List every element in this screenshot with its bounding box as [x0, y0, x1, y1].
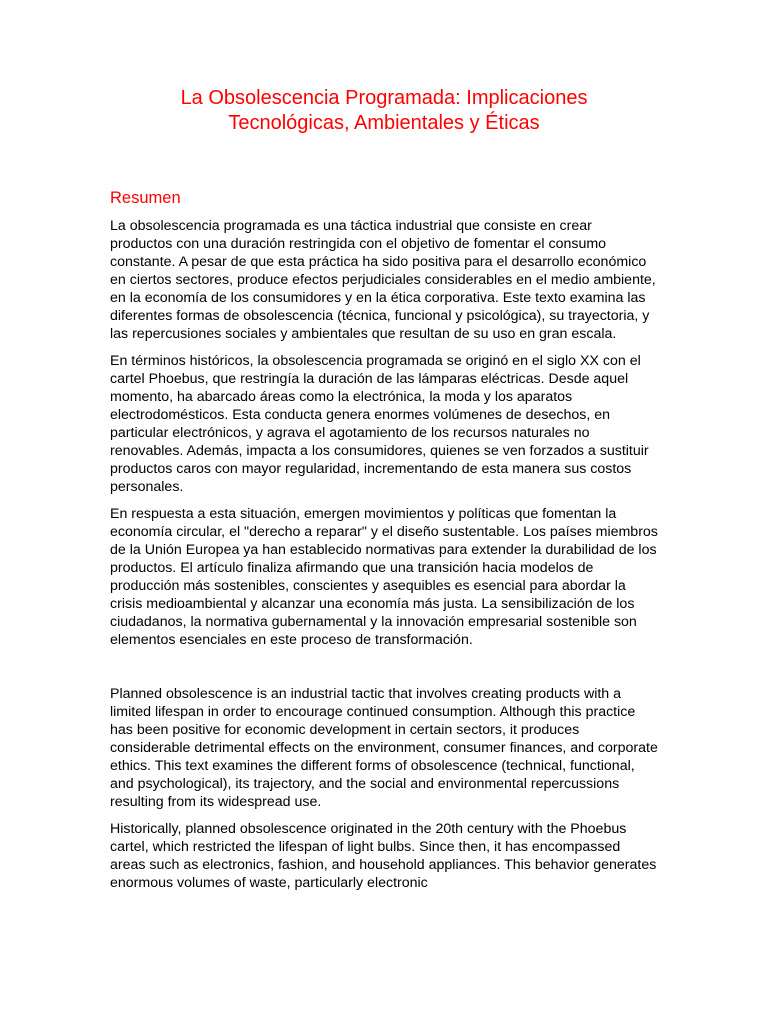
spanish-paragraph-3: En respuesta a esta situación, emergen movimientos y políticas que fomentan la economía circular, el "derecho a reparar" y el diseño sustentable. Los países miembros de la Unión Europea ya han establecido normativas para extender la durabilidad de los productos. El artículo finaliza afirmando que una transición hacia modelos de producción más sostenibles, conscientes y asequibles es esencial para abordar la crisis medioambiental y alcanzar una economía más justa. La sensibilización de los ciudadanos, la normativa gubernamental y la innovación empresarial sostenible son elementos esenciales en este proceso de transformación.: [110, 506, 658, 648]
document-page: [110, 86, 658, 892]
english-paragraph-2: Historically, planned obsolescence originated in the 20th century with the Phoebus cartel, which restricted the lifespan of light bulbs. Since then, it has encompassed areas such as electronics, fashion, and household appliances. This behavior generates enormous volumes of waste, particularly electronic: [110, 821, 657, 891]
title-line-2: Tecnológicas, Ambientales y Éticas: [228, 112, 540, 134]
section-heading-resumen: Resumen: [110, 189, 181, 207]
title-line-1: La Obsolescencia Programada: Implicaciones: [180, 87, 588, 109]
spanish-paragraph-2: En términos históricos, la obsolescencia programada se originó en el siglo XX con el cartel Phoebus, que restringía la duración de las lámparas eléctricas. Desde aquel momento, ha abarcado áreas como la electrónica, la moda y los aparatos electrodomésticos. Esta conducta genera enormes volúmenes de desechos, en particular electrónicos, y agrava el agotamiento de los recursos naturales no renovables. Además, impacta a los consumidores, quienes se ven forzados a sustituir productos caros con mayor regularidad, incrementando de esta manera sus costos personales.: [110, 353, 649, 495]
document-title: [110, 86, 658, 136]
english-paragraph-1: Planned obsolescence is an industrial tactic that involves creating products with a limited lifespan in order to encourage continued consumption. Although this practice has been positive for economic development in certain sectors, it produces considerable detrimental effects on the environment, consumer finances, and corporate ethics. This text examines the different forms of obsolescence (technical, functional, and psychological), its trajectory, and the social and environmental repercussions resulting from its widespread use.: [110, 686, 658, 810]
spanish-paragraph-1: La obsolescencia programada es una táctica industrial que consiste en crear productos con una duración restringida con el objetivo de fomentar el consumo constante. A pesar de que esta práctica ha sido positiva para el desarrollo económico en ciertos sectores, produce efectos perjudiciales considerables en el medio ambiente, en la economía de los consumidores y en la ética corporativa. Este texto examina las diferentes formas de obsolescencia (técnica, funcional y psicológica), su trayectoria, y las repercusiones sociales y ambientales que resultan de su uso en gran escala.: [110, 218, 656, 342]
